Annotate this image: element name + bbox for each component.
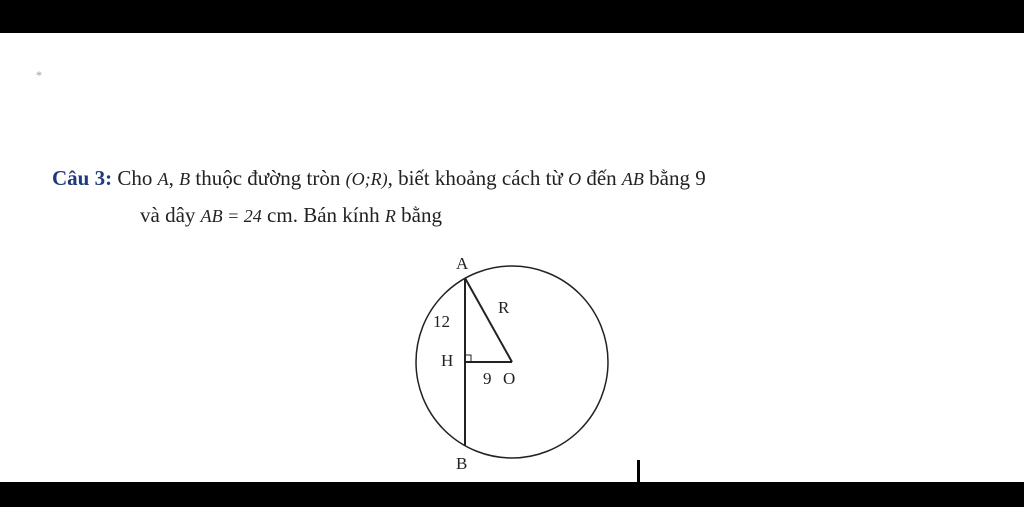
label-HO-length: 9 — [483, 369, 492, 388]
question-line-1: Câu 3: Cho A, B thuộc đường tròn (O;R), biết khoảng cách từ O đến AB bằng 9 — [52, 166, 706, 190]
label-AH-length: 12 — [433, 312, 450, 331]
label-B: B — [456, 454, 468, 473]
geometry-figure — [400, 250, 630, 482]
label-A: A — [456, 254, 469, 273]
label-R: R — [498, 298, 510, 317]
question-text — [52, 160, 982, 234]
question-line-2: và dây AB = 24 cm. Bán kính R bằng — [140, 203, 442, 227]
segment-AO — [465, 278, 512, 362]
text-cursor — [637, 460, 640, 482]
star-mark: * — [36, 68, 42, 82]
bottom-bar — [0, 482, 1024, 507]
label-O: O — [503, 369, 516, 388]
question-label: Câu 3: — [52, 166, 113, 190]
label-H: H — [441, 351, 454, 370]
